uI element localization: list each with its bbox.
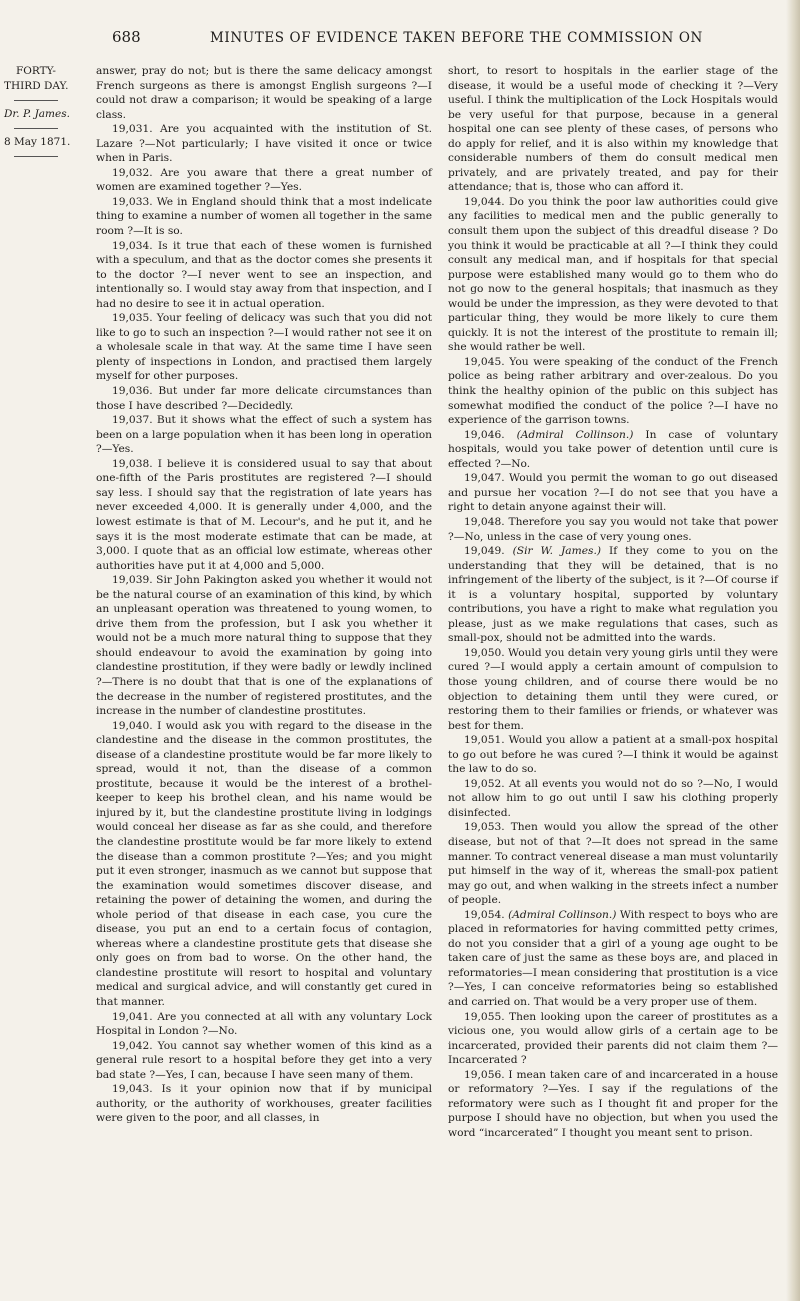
page-header [60, 28, 760, 50]
page-edge [786, 0, 800, 1301]
evidence-paragraph [448, 908, 778, 1010]
evidence-paragraph [96, 122, 432, 166]
evidence-paragraph [448, 195, 778, 355]
paragraph-text: 19,046. [464, 427, 517, 441]
paragraph-text: 19,053. Then would you allow the spread of the other disease, but not of that ?—It does not spread in the same manner. To contract venereal disease a man must voluntarily put himself in the way of it, whereas the small-pox patient may go out, and when walking in the streets infect a number of people. [448, 820, 778, 907]
paragraph-text: 19,045. You were speaking of the conduct of the French police as being rather arbitrary and over-zealous. Do you think the healthy opinion of the public on this subject has somewhat modified the conduct of the police ?—I have no experience of the garrison towns. [448, 354, 778, 427]
paragraph-text: 19,043. Is it your opinion now that if by municipal authority, or the authority of workhouses, greater facilities were given to the poor, and all classes, in [96, 1082, 432, 1125]
paragraph-text: 19,031. Are you acquainted with the institution of St. Lazare ?—Not particularly; I have visited it once or twice when in Paris. [96, 122, 432, 165]
paragraph-text: 19,033. We in England should think that a most indelicate thing to examine a number of women all together in the same room ?—It is so. [96, 194, 432, 238]
evidence-paragraph [448, 820, 778, 907]
paragraph-text: 19,036. But under far more delicate circumstances than those I have described ?—Decidedly. [96, 384, 432, 412]
paragraph-text: 19,056. I mean taken care of and incarcerated in a house or reformatory ?—Yes. I say if the regulations of the reformatory were such as I thought fit and proper for the purpose I should have no objection, but when you used the word “incarcerated” I thought you meant sent to prison. [448, 1067, 778, 1139]
paragraph-text: 19,032. Are you aware that there a great number of women are examined together ?—Yes. [96, 165, 432, 194]
evidence-paragraph [448, 733, 778, 777]
witness-name: Dr. P. James. [4, 108, 70, 120]
evidence-paragraph [448, 777, 778, 821]
questioner-name: (Sir W. James.) [512, 544, 602, 558]
paragraph-text: 19,039. Sir John Pakington asked you whether it would not be the natural course of an examination of this kind, by which an unpleasant operation was threatened to young women, to drive them from the profession, but I ask you whether it would not be a much more natural thing to suppose that they should endeavour to avoid the examination by going into clandestine prostitution, if they were badly or lewdly inclined ?—There is no doubt that that is one of the explanations of the decrease in the number of registered prostitutes, and the increase in the number of clandestine prostitutes. [96, 573, 432, 718]
paragraph-text: 19,041. Are you connected at all with any voluntary Lock Hospital in London ?—No. [96, 1009, 432, 1038]
evidence-paragraph [96, 457, 432, 573]
session-label: FORTY- [16, 65, 56, 77]
paragraph-text: 19,038. I believe it is considered usual to say that about one-fifth of the Paris prostitutes are registered ?—I should say less. I should say that the registration of late years has never exceeded 4,000. It is generally under 4,000, and the lowest estimate is that of M. Lecour's, and he put it, and he says it is the most moderate estimate that can be made, at 3,000. I quote that as an official low estimate, whereas other authorities have put it at 4,000 and 5,000. [96, 456, 432, 572]
evidence-paragraph [96, 1010, 432, 1039]
margin-rule [14, 156, 58, 157]
evidence-paragraph [96, 384, 432, 413]
questioner-name: (Admiral Collinson.) [516, 427, 634, 441]
paragraph-text: 19,048. Therefore you say you would not take that power ?—No, unless in the case of very young ones. [448, 514, 778, 543]
paragraph-text: 19,052. At all events you would not do so ?—No, I would not allow him to go out until I saw his clothing properly disinfected. [448, 776, 778, 819]
paragraph-text-rest: In case of voluntary hospitals, would you take power of detention until cure is effected ?—No. [448, 427, 778, 470]
evidence-paragraph [448, 1068, 778, 1141]
paragraph-text-rest: If they come to you on the understanding that they will be detained, that is no infringement of the liberty of the subject, is it ?—Of course if it is a voluntary hospital, supported by voluntary contributions, you have a right to make what regulation you please, just as we make regulations that cases, such as small-pox, should not be admitted into the wards. [448, 544, 778, 645]
evidence-paragraph [96, 239, 432, 312]
evidence-paragraph [96, 1082, 432, 1126]
left-column [96, 64, 432, 1126]
paragraph-text: 19,037. But it shows what the effect of such a system has been on a large population when it has been long in operation ?—Yes. [96, 413, 432, 456]
questioner-name: (Admiral Collinson.) [508, 907, 617, 921]
evidence-paragraph [96, 166, 432, 195]
evidence-paragraph [96, 195, 432, 239]
evidence-paragraph [96, 573, 432, 718]
paragraph-text: 19,047. Would you permit the woman to go out diseased and pursue her vocation ?—I do not see that you have a right to detain anyone against their will. [448, 471, 778, 514]
page-number: 688 [112, 28, 141, 46]
margin-rule [14, 128, 58, 129]
evidence-paragraph [96, 1039, 432, 1083]
paragraph-text: 19,049. [464, 544, 513, 558]
right-column [448, 64, 778, 1140]
evidence-paragraph [448, 515, 778, 544]
paragraph-text: 19,035. Your feeling of delicacy was such that you did not like to go to such an inspection ?—I would rather not see it on a wholesale scale in that way. At the same time I have seen plenty of inspections in London, and practised them largely myself for other purposes. [96, 311, 432, 383]
evidence-paragraph [96, 719, 432, 1010]
evidence-paragraph [448, 64, 778, 195]
running-title: MINUTES OF EVIDENCE TAKEN BEFORE THE COMMISSION ON [210, 30, 703, 46]
margin-rule [14, 100, 58, 101]
session-date: 8 May 1871. [4, 136, 71, 148]
paragraph-text: 19,044. Do you think the poor law authorities could give any facilities to medical men and the public generally to consult them upon the subject of this dreadful disease ? Do you think it would be practicable at all ?—I think they could consult any medical man, and if hospitals for that special purpose were established many would go to them who do not go now to the general hospitals; that inasmuch as they would be under the impression, as they were devoted to that particular thing, they would be more likely to cure them quickly. It is not the interest of the prostitute to remain ill; she would rather be well. [448, 194, 778, 354]
evidence-paragraph [448, 1010, 778, 1068]
paragraph-text: answer, pray do not; but is there the same delicacy amongst French surgeons as there is amongst English surgeons ?—I could not draw a comparison; it would be speaking of a large class. [96, 64, 432, 121]
paragraph-text: 19,054. [464, 907, 509, 921]
margin-notes [4, 64, 71, 163]
paragraph-text: 19,040. I would ask you with regard to the disease in the clandestine and the disease in the common prostitutes, the disease of a clandestine prostitute would be far more likely to spread, would it not, than the disease of a common prostitute, because it would be the interest of a brothel-keeper to keep his brothel clean, and his name would be injured by it, but the clandestine prostitute living in lodgings would conceal her disease as far as she could, and therefore the clandestine prostitute would be far more likely to extend the disease than a common prostitute ?—Yes; and you might put it even stronger, inasmuch as we cannot but suppose that the examination would sometimes discover disease, and retaining the power of detaining the women, and during the whole period of that disease in each case, you cure the disease, you put an end to a certain focus of contagion, whereas where a clandestine prostitute gets that disease she only goes on from bad to worse. On the other hand, the clandestine prostitute will resort to hospital and voluntary medical and surgical advice, and will constantly get cured in that manner. [96, 718, 432, 1008]
paragraph-text: 19,051. Would you allow a patient at a small-pox hospital to go out before he was cured ?—I think it would be against the law to do so. [448, 733, 778, 776]
paragraph-text: 19,042. You cannot say whether women of this kind as a general rule resort to a hospital before they get into a very bad state ?—Yes, I can, because I have seen many of them. [96, 1038, 432, 1081]
paragraph-text: 19,055. Then looking upon the career of prostitutes as a vicious one, you would allow girls of a certain age to be incarcerated, provided their parents did not claim them ?—Incarcerated ? [448, 1009, 778, 1067]
session-day: THIRD DAY. [4, 80, 69, 92]
evidence-paragraph [96, 311, 432, 384]
evidence-paragraph [448, 646, 778, 733]
paragraph-text: 19,050. Would you detain very young girls until they were cured ?—I would apply a certain amount of compulsion to those young children, and of course there would be no objection to detaining them until they were cured, or restoring them to their families or friends, or whatever was best for them. [448, 645, 778, 732]
evidence-paragraph [96, 413, 432, 457]
evidence-paragraph [448, 355, 778, 428]
evidence-paragraph [96, 64, 432, 122]
paragraph-text: short, to resort to hospitals in the earlier stage of the disease, it would be a useful mode of checking it ?—Very useful. I think the multiplication of the Lock Hospitals would be very useful for that purpose, because in a general hospital one can see plenty of these cases, of persons who do apply for relief, and it is also within my knowledge that considerable numbers of them do consult medical men privately, and are privately treated, and pay for their attendance; that is, those who can afford it. [448, 64, 778, 194]
evidence-paragraph [448, 471, 778, 515]
paragraph-text: 19,034. Is it true that each of these women is furnished with a speculum, and that as the doctor comes she presents it to the doctor ?—I never went to see an inspection, and intentionally so. I would stay away from that inspection, and I had no desire to see it in actual operation. [96, 238, 432, 310]
evidence-paragraph [448, 544, 778, 646]
evidence-paragraph [448, 428, 778, 472]
paragraph-text-rest: With respect to boys who are placed in reformatories for having committed petty crimes, do not you consider that a girl of a young age ought to be taken care of just the same as these boys are, and placed in reformatories—I mean considering that prostitution is a vice ?—Yes, I can conceive reformatories being so established and carried on. That would be a very proper use of them. [448, 907, 779, 1008]
